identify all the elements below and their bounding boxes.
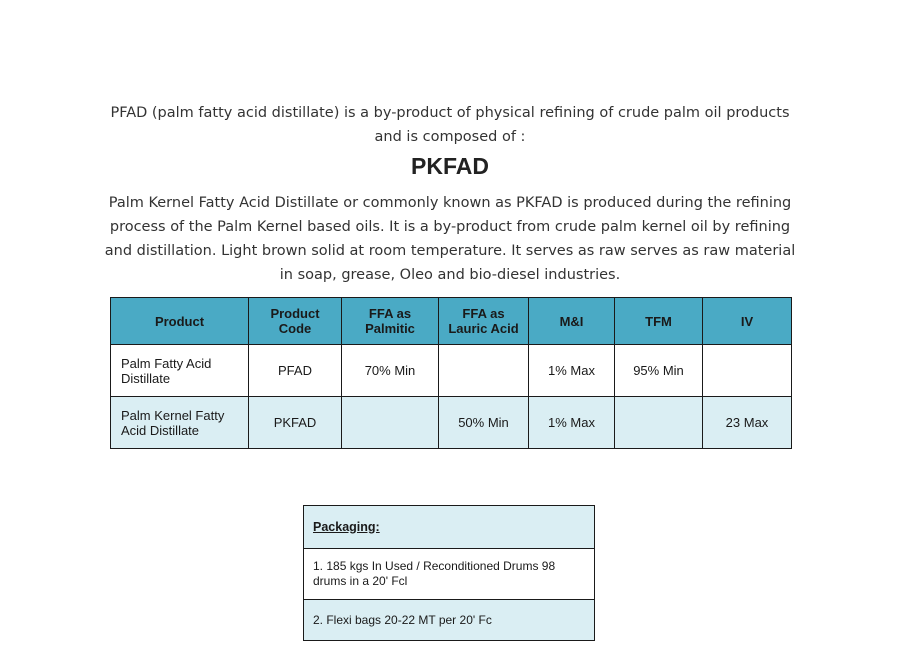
table-cell: Palm Kernel Fatty Acid Distillate <box>111 397 249 449</box>
header-cell: TFM <box>615 298 703 345</box>
table-cell <box>615 397 703 449</box>
table-cell <box>342 397 439 449</box>
table-row <box>111 397 792 449</box>
packaging-header: Packaging: <box>304 506 595 549</box>
packaging-table <box>303 505 595 641</box>
specification-table <box>110 297 792 449</box>
table-cell: 70% Min <box>342 345 439 397</box>
header-cell: FFA as Lauric Acid <box>439 298 529 345</box>
page-title: PKFAD <box>411 153 489 179</box>
table-cell <box>439 345 529 397</box>
table-row <box>111 345 792 397</box>
packaging-item: 2. Flexi bags 20-22 MT per 20' Fc <box>304 600 595 641</box>
table-cell: PKFAD <box>249 397 342 449</box>
table-cell: Palm Fatty Acid Distillate <box>111 345 249 397</box>
table-cell: 95% Min <box>615 345 703 397</box>
header-cell: Product <box>111 298 249 345</box>
packaging-header-row <box>304 506 595 549</box>
table-cell: PFAD <box>249 345 342 397</box>
table-header-row <box>111 298 792 345</box>
header-cell: Product Code <box>249 298 342 345</box>
packaging-item: 1. 185 kgs In Used / Reconditioned Drums 98 drums in a 20' Fcl <box>304 549 595 600</box>
table-cell <box>703 345 792 397</box>
header-cell: FFA as Palmitic <box>342 298 439 345</box>
description-paragraph: Palm Kernel Fatty Acid Distillate or commonly known as PKFAD is produced during the refining process of the Palm Kernel based oils. It is a by-product from crude palm kernel oil by refining and distillation. Light brown solid at room temperature. It serves as raw serves as raw material in soap, grease, Oleo and bio-diesel industries. <box>104 195 796 283</box>
header-cell: IV <box>703 298 792 345</box>
table-cell: 23 Max <box>703 397 792 449</box>
table-cell: 1% Max <box>529 397 615 449</box>
table-cell: 1% Max <box>529 345 615 397</box>
table-cell: 50% Min <box>439 397 529 449</box>
packaging-row <box>304 600 595 641</box>
header-cell: M&I <box>529 298 615 345</box>
packaging-row <box>304 549 595 600</box>
intro-paragraph: PFAD (palm fatty acid distillate) is a by-product of physical refining of crude palm oil products and is composed of : <box>110 105 790 145</box>
